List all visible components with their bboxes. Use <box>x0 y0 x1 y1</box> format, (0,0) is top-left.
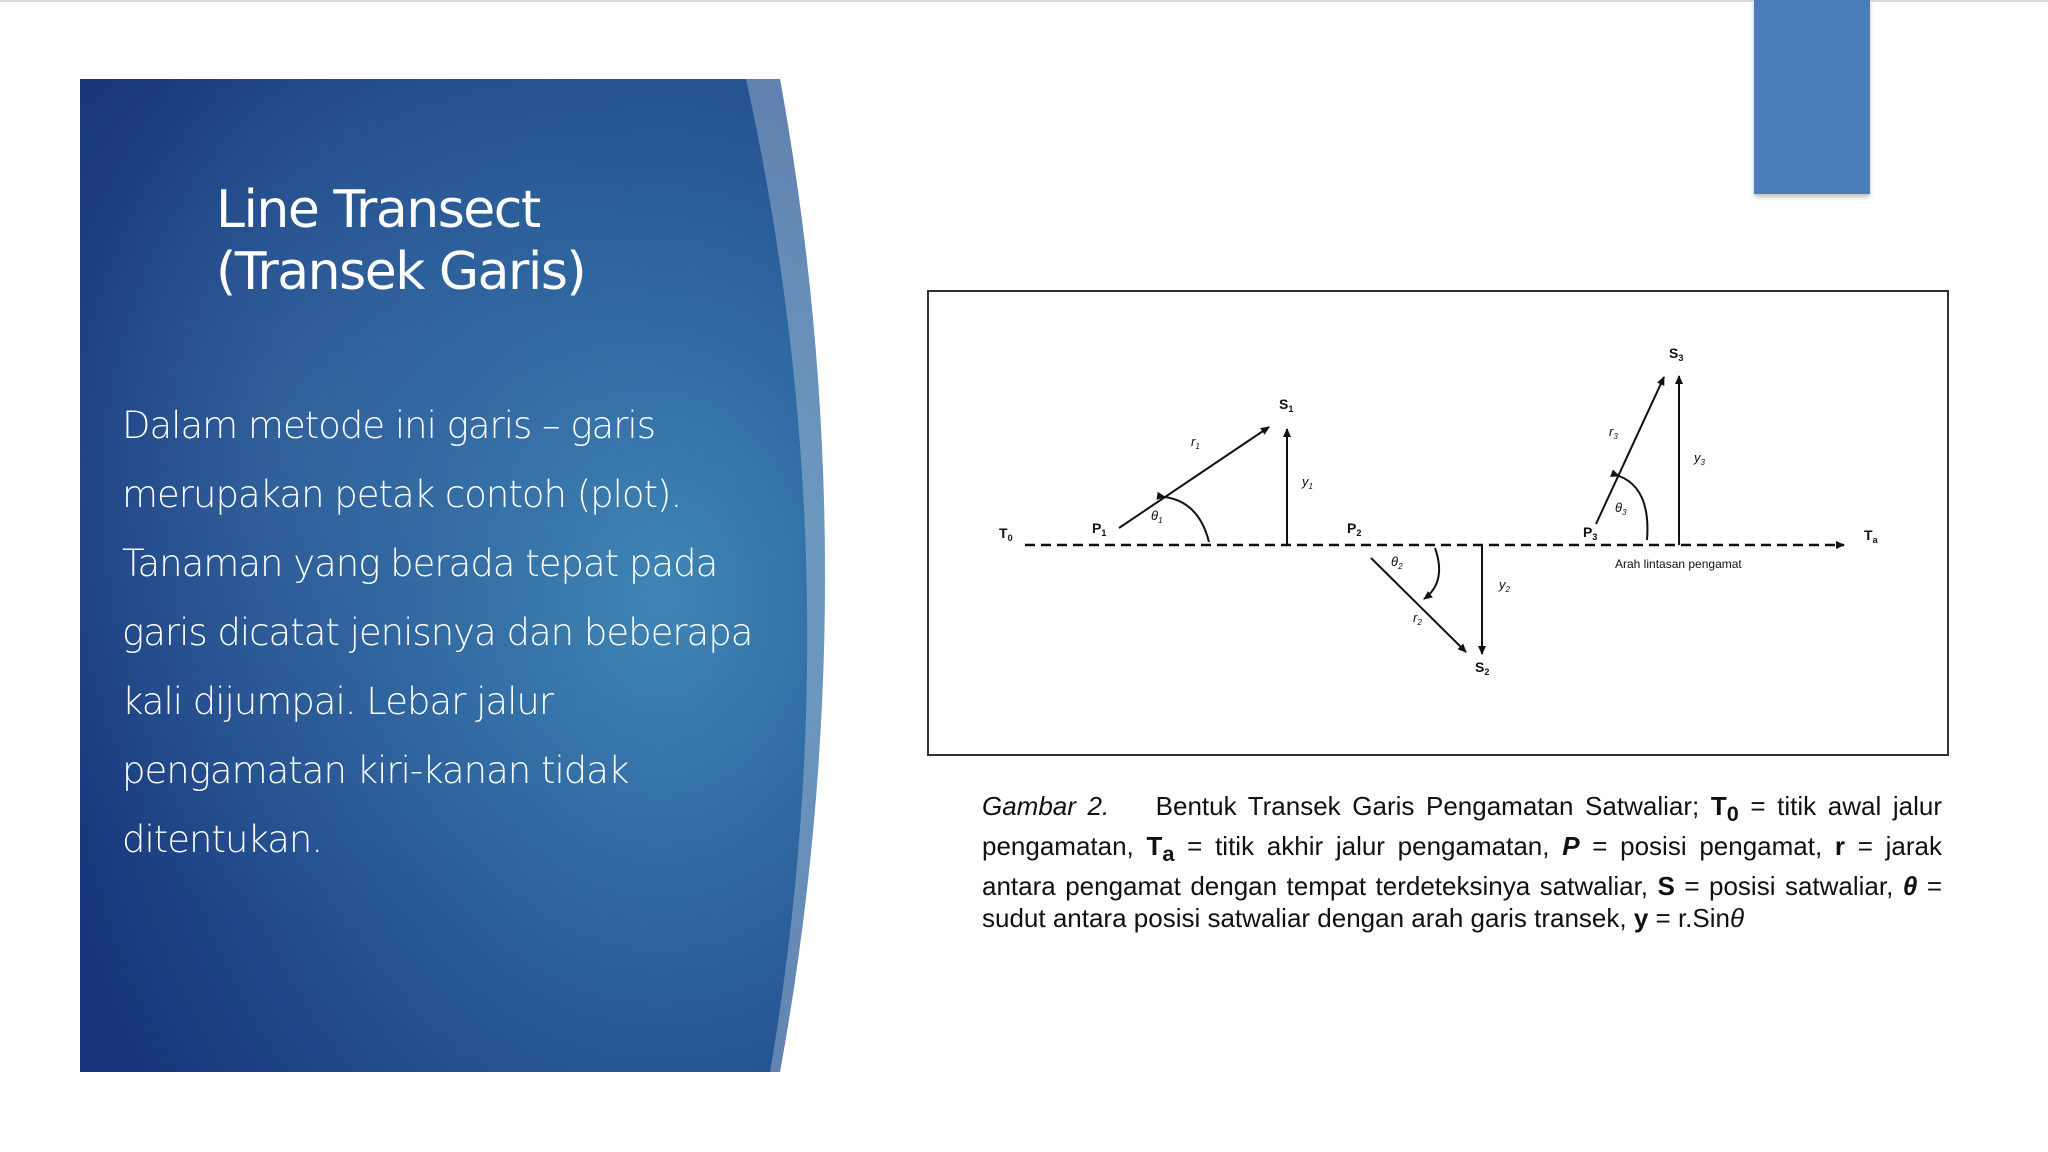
p3-label: $P_3$ <box>1583 524 1598 542</box>
y1-label: $y_1$ <box>1302 474 1313 491</box>
theta1-label: $\theta_1$ <box>1151 508 1163 525</box>
theta2-arc <box>1424 548 1439 599</box>
r3-line <box>1596 377 1664 524</box>
title-line-2: (Transek Garis) <box>216 242 586 302</box>
r1-label: $r_1$ <box>1191 434 1200 451</box>
body-paragraph: Dalam metode ini garis – garis merupakan petak contoh (plot). Tanaman yang berada tepat pada garis dicatat jenisnya dan beberapa kali dijumpai. Lebar jalur pengamatan kiri-kanan tidak ditentukan. <box>122 404 753 861</box>
s3-label: $S_3$ <box>1669 345 1684 363</box>
p1-label: $P_1$ <box>1092 520 1107 538</box>
top-border-line <box>0 0 2048 2</box>
caption-figure-label: Gambar 2. <box>982 791 1110 821</box>
ta-label: $T_a$ <box>1864 527 1878 545</box>
r3-label: $r_3$ <box>1609 424 1618 441</box>
s2-label: $S_2$ <box>1475 659 1490 677</box>
title-line-1: Line Transect <box>216 180 540 240</box>
transect-diagram <box>927 290 1949 756</box>
r2-line <box>1371 558 1466 652</box>
y2-label: $y_2$ <box>1499 577 1510 594</box>
y3-label: $y_3$ <box>1694 450 1705 467</box>
p2-label: $P_2$ <box>1347 520 1362 538</box>
slide-title <box>216 179 736 303</box>
theta1-arc <box>1165 497 1209 542</box>
accent-tab <box>1754 0 1870 194</box>
theta3-label: $\theta_3$ <box>1615 500 1627 517</box>
title-panel <box>80 79 840 1072</box>
r2-label: $r_2$ <box>1413 610 1422 627</box>
transect-diagram-svg <box>929 292 1947 754</box>
t0-label: $T_0$ <box>999 525 1013 543</box>
direction-label: Arah lintasan pengamat <box>1615 557 1742 571</box>
figure-caption: Gambar 2. Bentuk Transek Garis Pengamatan Satwaliar; $T_0$ = titik awal jalur pengamatan, $T_a$ = titik akhir jalur pengamatan, P = posisi pengamat, r = jarak antara pengamat dengan tempat terdeteksinya satwaliar, S = posisi satwaliar, θ = sudut antara posisi satwaliar dengan arah garis transek, y = r.Sinθ <box>982 791 1942 934</box>
s1-label: $S_1$ <box>1279 396 1294 414</box>
theta2-label: $\theta_2$ <box>1391 554 1403 571</box>
